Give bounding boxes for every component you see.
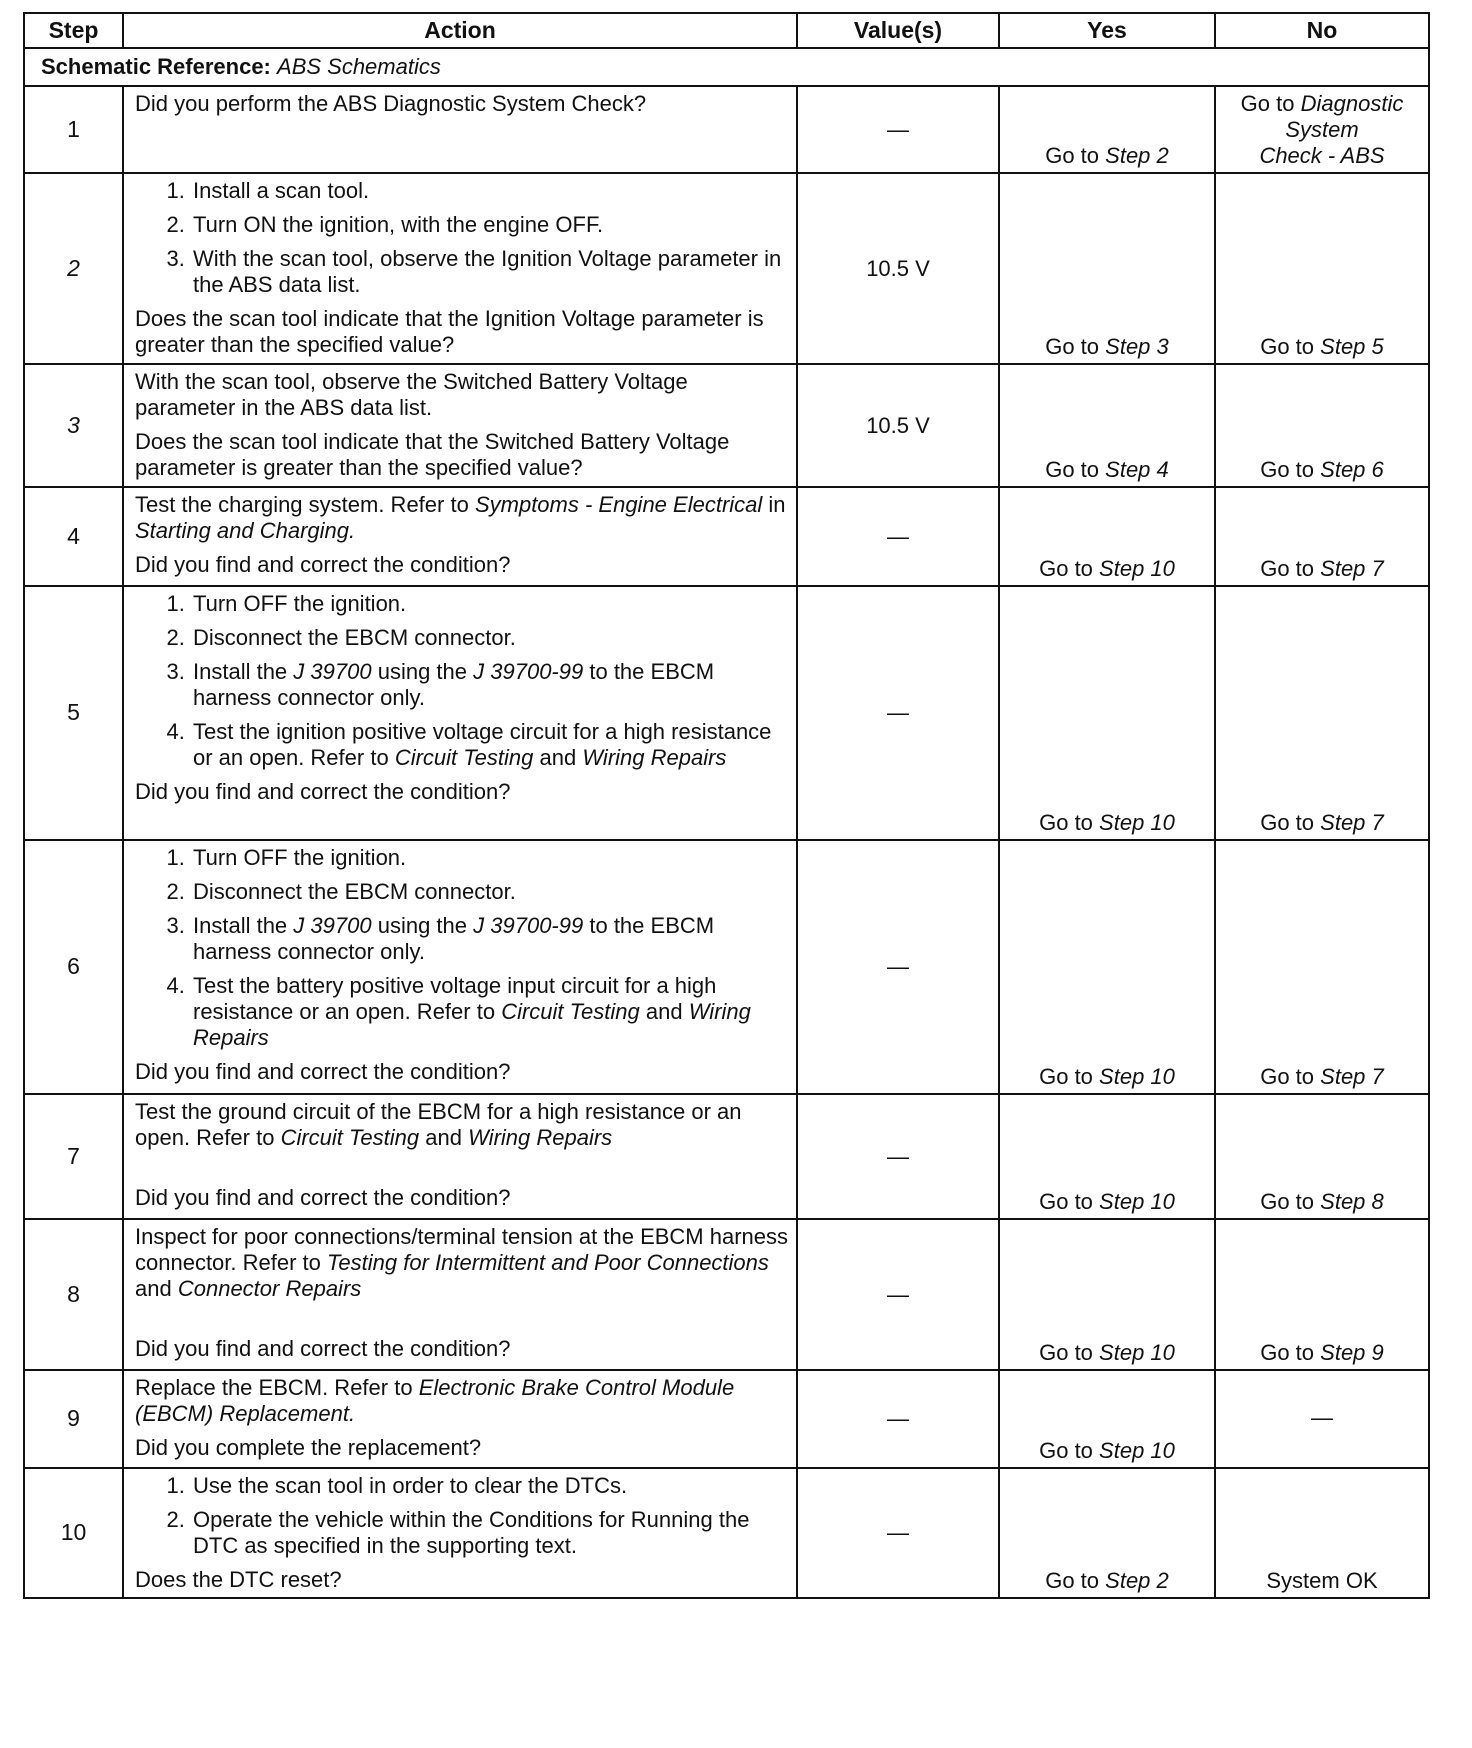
step-number: 1 (24, 86, 123, 173)
no-cell (1215, 586, 1429, 840)
action-step-item (191, 719, 788, 771)
table-row (24, 173, 1429, 364)
header-no: No (1215, 13, 1429, 48)
no-step-ref: Step 7 (1320, 556, 1384, 582)
go-to-label: Go to (1045, 334, 1100, 360)
header-row (24, 13, 1429, 48)
yes-step-ref: Step 2 (1105, 1568, 1169, 1594)
table-row (24, 86, 1429, 173)
go-to-label: Go to (1039, 1340, 1093, 1366)
action-question: Does the scan tool indicate that the Switched Battery Voltage parameter is greater than the specified value? (135, 428, 730, 480)
yes-step-ref: Step 2 (1105, 143, 1169, 169)
action-step-item: 2. Disconnect the EBCM connector. (191, 625, 788, 651)
doc-reference: Circuit Testing (501, 998, 640, 1024)
yes-cell (999, 1094, 1215, 1219)
yes-step-ref: Step 3 (1105, 334, 1169, 360)
no-ref-line1: Diagnostic (1300, 91, 1404, 116)
tool-reference: J 39700 (293, 912, 372, 938)
action-cell (123, 1094, 797, 1219)
action-paragraph (135, 492, 788, 544)
action-cell (123, 1370, 797, 1468)
header-values: Value(s) (797, 13, 999, 48)
action-step-item (191, 659, 788, 711)
table-row (24, 840, 1429, 1094)
table-row (24, 364, 1429, 487)
action-question: Did you find and correct the condition? (135, 1335, 511, 1361)
action-paragraph (135, 1224, 788, 1302)
go-to-label: Go to (1045, 1568, 1100, 1594)
action-step-item: 1. Use the scan tool in order to clear the DTCs. (191, 1473, 788, 1499)
step-number: 9 (24, 1370, 123, 1468)
action-text: Test the battery positive voltage input circuit for a high resistance or an open. Refer to (193, 972, 717, 1024)
action-cell (123, 487, 797, 586)
value-cell: — (797, 586, 999, 840)
action-paragraph (135, 1099, 788, 1151)
action-text: Test the ignition positive voltage circuit for a high resistance or an open. Refer to (193, 718, 772, 770)
table-row (24, 586, 1429, 840)
action-text: Test the ground circuit of the EBCM for a high resistance or an open. Refer to (135, 1099, 742, 1150)
action-step-item (191, 973, 788, 1051)
action-step-item: 2. Operate the vehicle within the Conditions for Running the DTC as specified in the supporting text. (191, 1507, 788, 1559)
action-cell (123, 1219, 797, 1370)
go-to-label: Go to (1260, 1189, 1315, 1215)
yes-cell (999, 1219, 1215, 1370)
doc-reference: Starting and Charging. (135, 517, 356, 543)
yes-step-ref: Step 10 (1099, 810, 1175, 836)
action-question: Did you find and correct the condition? (135, 1184, 511, 1210)
value-cell: — (797, 86, 999, 173)
action-text: and (539, 744, 577, 770)
diagnostic-table (23, 12, 1430, 1599)
value-cell: — (797, 1219, 999, 1370)
doc-reference: Connector Repairs (177, 1275, 362, 1301)
action-text: Inspect for poor connections/terminal tension at the EBCM harness connector. Refer to (135, 1224, 789, 1275)
action-question: Did you find and correct the condition? (135, 778, 511, 804)
go-to-label: Go to (1039, 1189, 1093, 1215)
table-row (24, 1468, 1429, 1598)
go-to-label: Go to (1039, 1064, 1093, 1090)
action-paragraph: With the scan tool, observe the Switched Battery Voltage parameter in the ABS data list. (135, 369, 688, 420)
table-row (24, 487, 1429, 586)
action-step-item: 1. Install a scan tool. (191, 178, 788, 204)
doc-reference: Wiring Repairs (468, 1124, 613, 1150)
action-paragraph (135, 1375, 788, 1427)
action-cell (123, 364, 797, 487)
yes-cell (999, 586, 1215, 840)
table-row (24, 1219, 1429, 1370)
action-text: using the (377, 658, 468, 684)
header-yes: Yes (999, 13, 1215, 48)
yes-step-ref: Step 10 (1099, 556, 1175, 582)
action-question: Does the DTC reset? (135, 1566, 342, 1592)
action-text: in (768, 492, 786, 517)
doc-reference: Circuit Testing (394, 744, 534, 770)
schematic-label: Schematic Reference: (41, 54, 271, 80)
no-cell (1215, 1094, 1429, 1219)
yes-cell (999, 487, 1215, 586)
no-step-ref: Step 9 (1320, 1340, 1384, 1366)
yes-step-ref: Step 10 (1099, 1189, 1175, 1215)
value-cell: — (797, 487, 999, 586)
value-cell: 10.5 V (797, 173, 999, 364)
action-steps-list (135, 845, 788, 1051)
doc-reference: Wiring Repairs (193, 998, 751, 1050)
go-to-label: Go to (1039, 1438, 1093, 1464)
no-step-ref: Step 8 (1320, 1189, 1384, 1215)
step-number: 6 (24, 840, 123, 1094)
doc-reference: Circuit Testing (280, 1124, 420, 1150)
no-cell: System OK (1215, 1468, 1429, 1598)
table-row (24, 1094, 1429, 1219)
action-text: to the EBCM harness connector only. (193, 912, 715, 964)
no-cell (1215, 173, 1429, 364)
go-to-label: Go to (1260, 334, 1315, 360)
doc-reference: Electronic Brake Control Module (EBCM) Replacement. (135, 1375, 735, 1426)
action-step-item: 1. Turn OFF the ignition. (191, 591, 788, 617)
action-step-item (191, 913, 788, 965)
action-steps-list (135, 178, 788, 298)
action-cell (123, 586, 797, 840)
action-cell (123, 1468, 797, 1598)
action-question: Did you complete the replacement? (135, 1434, 482, 1460)
doc-reference: Wiring Repairs (582, 744, 727, 770)
value-cell: — (797, 1094, 999, 1219)
no-step-ref: Step 7 (1320, 810, 1384, 836)
no-cell: — (1215, 1370, 1429, 1468)
yes-cell (999, 1370, 1215, 1468)
go-to-label: Go to (1260, 457, 1315, 483)
go-to-label: Go to (1260, 1064, 1315, 1090)
action-question: Did you find and correct the condition? (135, 1058, 511, 1084)
action-question: Did you perform the ABS Diagnostic System Check? (135, 91, 647, 116)
step-number: 4 (24, 487, 123, 586)
action-text: and (425, 1124, 462, 1150)
table-row (24, 1370, 1429, 1468)
no-ref-line2: System (1285, 116, 1359, 142)
action-question: Did you find and correct the condition? (135, 551, 511, 577)
no-cell (1215, 364, 1429, 487)
action-steps-list (135, 1473, 788, 1559)
schematic-reference (24, 48, 1429, 86)
action-text: Test the charging system. Refer to (135, 492, 469, 517)
schematic-link: ABS Schematics (277, 54, 441, 80)
go-to-label: Go to (1039, 810, 1093, 836)
action-cell (123, 840, 797, 1094)
value-cell: 10.5 V (797, 364, 999, 487)
action-step-item: 2. Disconnect the EBCM connector. (191, 879, 788, 905)
action-text: Install the (193, 912, 288, 938)
yes-cell (999, 86, 1215, 173)
step-number: 10 (24, 1468, 123, 1598)
go-to-label: Go to (1045, 457, 1100, 483)
action-step-item: 2. Turn ON the ignition, with the engine OFF. (191, 212, 788, 238)
action-text: using the (377, 912, 468, 938)
action-cell (123, 173, 797, 364)
step-number: 2 (24, 173, 123, 364)
no-step-ref: Step 5 (1320, 334, 1384, 360)
go-to-label: Go to (1045, 143, 1100, 169)
step-number: 8 (24, 1219, 123, 1370)
no-cell (1215, 1219, 1429, 1370)
go-to-label: Go to (1260, 1340, 1315, 1366)
yes-cell (999, 173, 1215, 364)
yes-step-ref: Step 10 (1099, 1064, 1175, 1090)
header-step: Step (24, 13, 123, 48)
no-cell (1215, 487, 1429, 586)
go-to-label: Go to (1240, 91, 1295, 116)
yes-step-ref: Step 10 (1099, 1340, 1175, 1366)
tool-reference: J 39700-99 (473, 658, 584, 684)
go-to-label: Go to (1260, 556, 1315, 582)
no-step-ref: Step 6 (1320, 457, 1384, 483)
step-number: 3 (24, 364, 123, 487)
action-step-item: 1. Turn OFF the ignition. (191, 845, 788, 871)
go-to-label: Go to (1039, 556, 1093, 582)
header-action: Action (123, 13, 797, 48)
action-text: Replace the EBCM. Refer to (135, 1375, 413, 1400)
step-number: 5 (24, 586, 123, 840)
step-number: 7 (24, 1094, 123, 1219)
doc-reference: Symptoms - Engine Electrical (474, 492, 763, 517)
no-cell (1215, 840, 1429, 1094)
action-question: Does the scan tool indicate that the Ignition Voltage parameter is greater than the specified value? (135, 305, 764, 357)
no-ref-line3: Check - ABS (1259, 142, 1385, 168)
yes-cell (999, 364, 1215, 487)
go-to-label: Go to (1260, 810, 1315, 836)
value-cell: — (797, 1468, 999, 1598)
yes-step-ref: Step 10 (1099, 1438, 1175, 1464)
action-text: and (135, 1275, 172, 1301)
yes-cell (999, 1468, 1215, 1598)
value-cell: — (797, 840, 999, 1094)
schematic-row (24, 48, 1429, 86)
action-steps-list (135, 591, 788, 771)
action-cell (123, 86, 797, 173)
no-step-ref: Step 7 (1320, 1064, 1384, 1090)
yes-step-ref: Step 4 (1105, 457, 1169, 483)
value-cell: — (797, 1370, 999, 1468)
action-text: Install the (193, 658, 288, 684)
action-step-item: 3. With the scan tool, observe the Ignition Voltage parameter in the ABS data list. (191, 246, 788, 298)
doc-reference: Testing for Intermittent and Poor Connections (327, 1249, 769, 1275)
action-text: and (645, 998, 683, 1024)
no-cell (1215, 86, 1429, 173)
yes-cell (999, 840, 1215, 1094)
tool-reference: J 39700-99 (473, 912, 584, 938)
tool-reference: J 39700 (293, 658, 372, 684)
action-text: to the EBCM harness connector only. (193, 658, 715, 710)
